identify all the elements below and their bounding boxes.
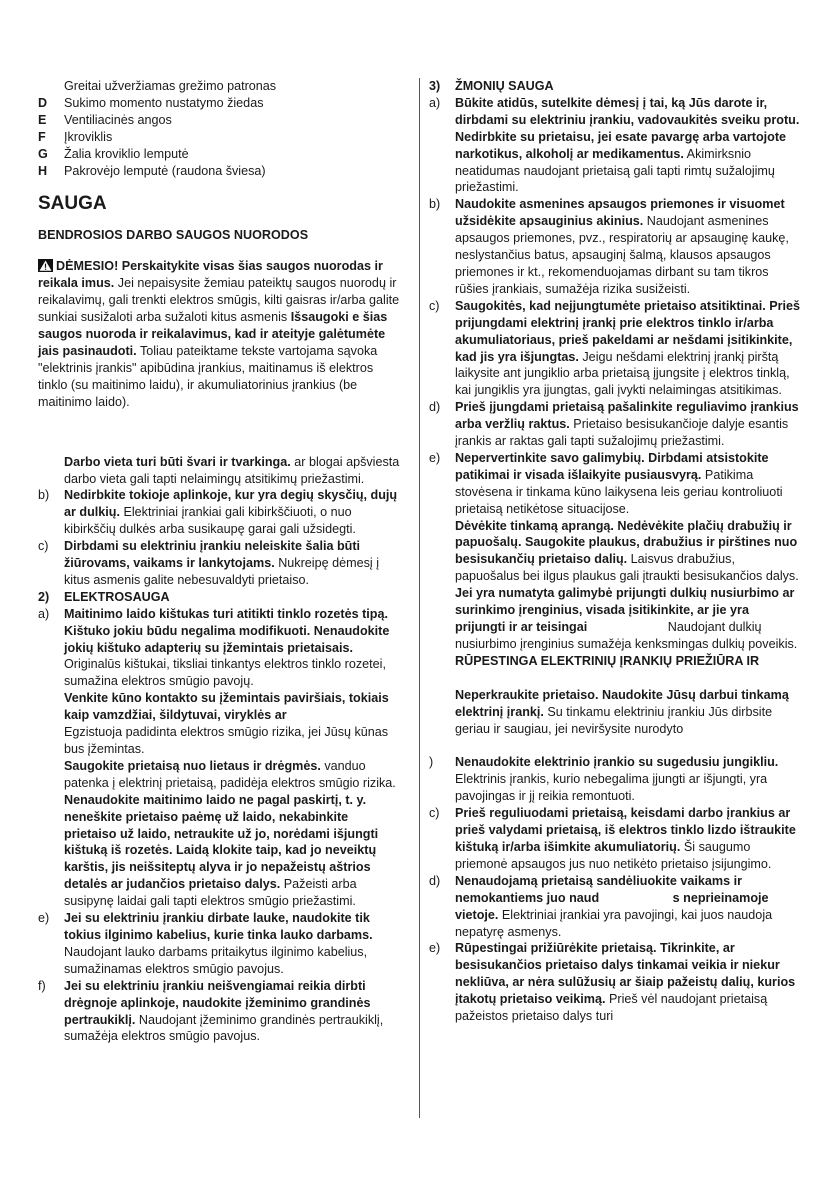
section-heading-electrical: 2) ELEKTROSAUGA bbox=[38, 589, 170, 604]
parts-list-item: Greitai užveržiamas grežimo patronas bbox=[64, 79, 277, 93]
safety-item: e) Nepervertinkite savo galimybių. Dirbdami atsistokite patikimai ir visada išlaikyite pusiausvyrą. Patikima stovėsena ir tinkama kūno laikysena leis geriau kontroliuoti prietaisą netikėtose situacijose. bbox=[429, 450, 783, 516]
right-column bbox=[429, 78, 801, 1025]
parts-list bbox=[38, 78, 404, 179]
safety-item: b) Naudokite asmenines apsaugos priemones ir visuomet užsidėkite apsauginius akinius. Naudojant asmenines apsaugos priemones, pvz., respiratorių ar apsauginę kaukę, neslystančius batus, apsauginį šalmą, klausos apsaugos priemones ir kt., rekomenduojamas dirbant su tam tikros rūšies įrankiais, sumažėja rizika susižeisti. bbox=[429, 197, 789, 296]
safety-item: e) Rūpestingai prižiūrėkite prietaisą. Tikrinkite, ar besisukančios prietaiso dalys tinkamai veikia ir niekur nekliūva, ar nėra sulūžusių ar šiaip pažeistų dalių, kurios įtakotų prietaiso veikimą. Prieš vėl naudojant prietaisą pažeistos prietaiso dalys turi bbox=[429, 941, 796, 1024]
parts-list-item: D Sukimo momento nustatymo žiedas bbox=[38, 95, 264, 110]
safety-item: f) Jei su elektriniu įrankiu neišvengiamai reikia dirbti drėgnoje aplinkoje, naudokite įžeminimo grandinės pertraukiklį. Naudojant įžeminimo grandinės pertraukiklį, sumažėja elektros smūgio pavojus. bbox=[38, 978, 384, 1044]
safety-item: a) Būkite atidūs, sutelkite dėmesį į tai, ką Jūs darote ir, dirbdami su elektriniu įrankiu, vadovaukitės sveiku protu. Nedirbkite su prietaisu, jei esate pavargę arba vartojote narkotikus, alkoholį ar medikamentus. Akimirksnio neatidumas naudojant prietaisą gali tapti rimtų sužalojimų priežastimi. bbox=[429, 95, 800, 195]
safety-item: ) Nenaudokite elektrinio įrankio su sugedusiu jungikliu. Elektrinis įrankis, kurio nebegalima įjungti ar išjungti, yra pavojingas ir jį reikia remontuoti. bbox=[429, 755, 779, 804]
column-divider bbox=[419, 78, 420, 1118]
section-heading-personal: 3) ŽMONIŲ SAUGA bbox=[429, 79, 554, 93]
safety-item: Venkite kūno kontakto su įžemintais paviršiais, tokiais kaip vamzdžiai, šildytuvai, viryklės ar Egzistuoja padidinta elektros smūgio rizika, jei Jūsų kūnas bus įžemintas. bbox=[64, 691, 392, 756]
safety-item: Saugokite prietaisą nuo lietaus ir drėgmės. vanduo patenka į elektrinį prietaisą, padidėja elektros smūgio rizika. bbox=[64, 758, 396, 790]
parts-list-item: H Pakrovėjo lemputė (raudona šviesa) bbox=[38, 163, 266, 178]
left-column bbox=[38, 78, 404, 1045]
safety-item: e) Jei su elektriniu įrankiu dirbate lauke, naudokite tik tokius ilginimo kabelius, kurie tinka lauko darbams. Naudojant lauko darbams pritaikytus ilginimo kabelius, sumažinamas elektros smūgio pavojus. bbox=[38, 911, 373, 976]
subsection-title: BENDROSIOS DARBO SAUGOS NUORODOS bbox=[38, 228, 309, 243]
parts-list-item: G Žalia kroviklio lemputė bbox=[38, 146, 189, 161]
safety-item: Dėvėkite tinkamą aprangą. Nedėvėkite plačių drabužių ir papuošalų. Saugokite plaukus, drabužius ir pirštines nuo besisukančių prietaiso dalių. Laisvus drabužius, papuošalus bei ilgus plaukus gali įtraukti besisukančios dalys. bbox=[455, 518, 799, 584]
section-heading-maintenance: RŪPESTINGA ELEKTRINIŲ ĮRANKIŲ PRIEŽIŪRA IR bbox=[455, 653, 760, 668]
safety-item: Darbo vieta turi būti švari ir tvarkinga. ar blogai apšviesta darbo vieta gali tapti nelaimingų atsitikimų priežastimi. bbox=[64, 454, 400, 486]
safety-item: c) Prieš reguliuodami prietaisą, keisdami darbo įrankius ar prieš valydami prietaisą, iš elektros tinklo lizdo ištraukite kištuką ir/arba išimkite akumuliatorių. Ši saugumo priemonė apsaugos jus nuo netikėto prietaiso įsijungimo. bbox=[429, 806, 796, 871]
safety-item: c) Dirbdami su elektriniu įrankiu neleiskite šalia būti žiūrovams, vaikams ir lankytojams. Nukreipę dėmesį į kitus asmenis galite nebesuvaldyti prietaiso. bbox=[38, 539, 379, 587]
warning-icon bbox=[38, 259, 53, 272]
warning-paragraph: DĖMESIO! Perskaitykite visas šias saugos nuorodas ir reikala imus. Jei nepaisysite žemiau pateiktų saugos nuorodų ir reikalavimų, gali trenkti elektros smūgis, kilti gaisras ir/arba galite sunkiai susižaloti arba sužaloti kitus asmenis Išsaugoki e šias saugos nuoroda ir reikalavimus, kad ir ateityje galėtumėte jais pasinaudoti. Toliau pateiktame tekste vartojama sąvoka "elektrinis įrankis" apibūdina įrankius, maitinamus iš elektros tinklo (su maitinimo laidu), ir akumuliatorinius įrankius (be maitinimo laido). bbox=[38, 259, 400, 409]
safety-item: Jei yra numatyta galimybė prijungti dulkių nusiurbimo ar surinkimo įrenginius, visada įsitikinkite, ar jie yra prijungti ir ar teisingai Naudojant dulkių nusiurbimo įrenginius sumažėja kenksmingas dulkių poveikis. bbox=[455, 586, 798, 651]
safety-item: b) Nedirbkite tokioje aplinkoje, kur yra degių skysčių, dujų ar dulkių. Elektriniai įrankiai gali kibirkščiuoti, o nuo kibirkščių dulkės arba susikaupę garai gali užsidegti. bbox=[38, 488, 398, 537]
safety-item: a) Maitinimo laido kištukas turi atitikti tinklo rozetės tipą. Kištuko jokiu būdu negalima modifikuoti. Nenaudokite jokių kištuko adapterių su įžemintais prietaisais. Originalūs kištukai, tiksliai tinkantys elektros tinklo rozetei, sumažina elektros smūgio pavojų. bbox=[38, 606, 390, 689]
safety-item: d) Nenaudojamą prietaisą sandėliuokite vaikams ir nemokantiems juo naud s neprieinamoje vietoje. Elektriniai įrankiai yra pavojingi, kai juos naudoja nepatyrę asmenys. bbox=[429, 873, 773, 939]
parts-list-item: E Ventiliacinės angos bbox=[38, 112, 172, 127]
safety-item: Nenaudokite maitinimo laido ne pagal paskirtį, t. y. neneškite prietaiso paėmę už laido, nekabinkite prietaiso už laido, netraukite už jo, norėdami išjungti kištuką iš rozetės. Laidą klokite taip, kad jo neveiktų karštis, jis neišsiteptų alyva ir jo nepažeistų aštrios detalės ar judančios prietaiso dalys. Pažeisti arba susipynę laidai gali tapti elektros smūgio priežastimi. bbox=[64, 792, 379, 909]
safety-item: d) Prieš įjungdami prietaisą pašalinkite reguliavimo įrankius arba veržlių raktus. Prietaiso besisukančioje dalyje esantis įrankis ar raktas gali tapti sužalojimų priežastimi. bbox=[429, 400, 799, 449]
safety-item: Neperkraukite prietaiso. Naudokite Jūsų darbui tinkamą elektrinį įrankį. Su tinkamu elektriniu įrankiu Jūs dirbsite geriau ir saugiau, jei neviršysite nurodyto bbox=[455, 687, 789, 736]
safety-item: c) Saugokitės, kad neįjungtumėte prietaiso atsitiktinai. Prieš prijungdami elektrinį įrankį prie elektros tinklo ir/arba akumuliatoriaus, prieš pakeldami ar nešdami įsitikinkite, kad jis yra išjungtas. Jeigu nešdami elektrinį įrankį pirštą laikysite ant jungiklio arba prietaisą įjungsite į elektros tinklą, kai jungiklis yra įjungtas, gali įvykti nelaimingas atsitikimas. bbox=[429, 298, 801, 398]
parts-list-item: F Įkroviklis bbox=[38, 129, 113, 144]
section-title: SAUGA bbox=[38, 193, 107, 215]
